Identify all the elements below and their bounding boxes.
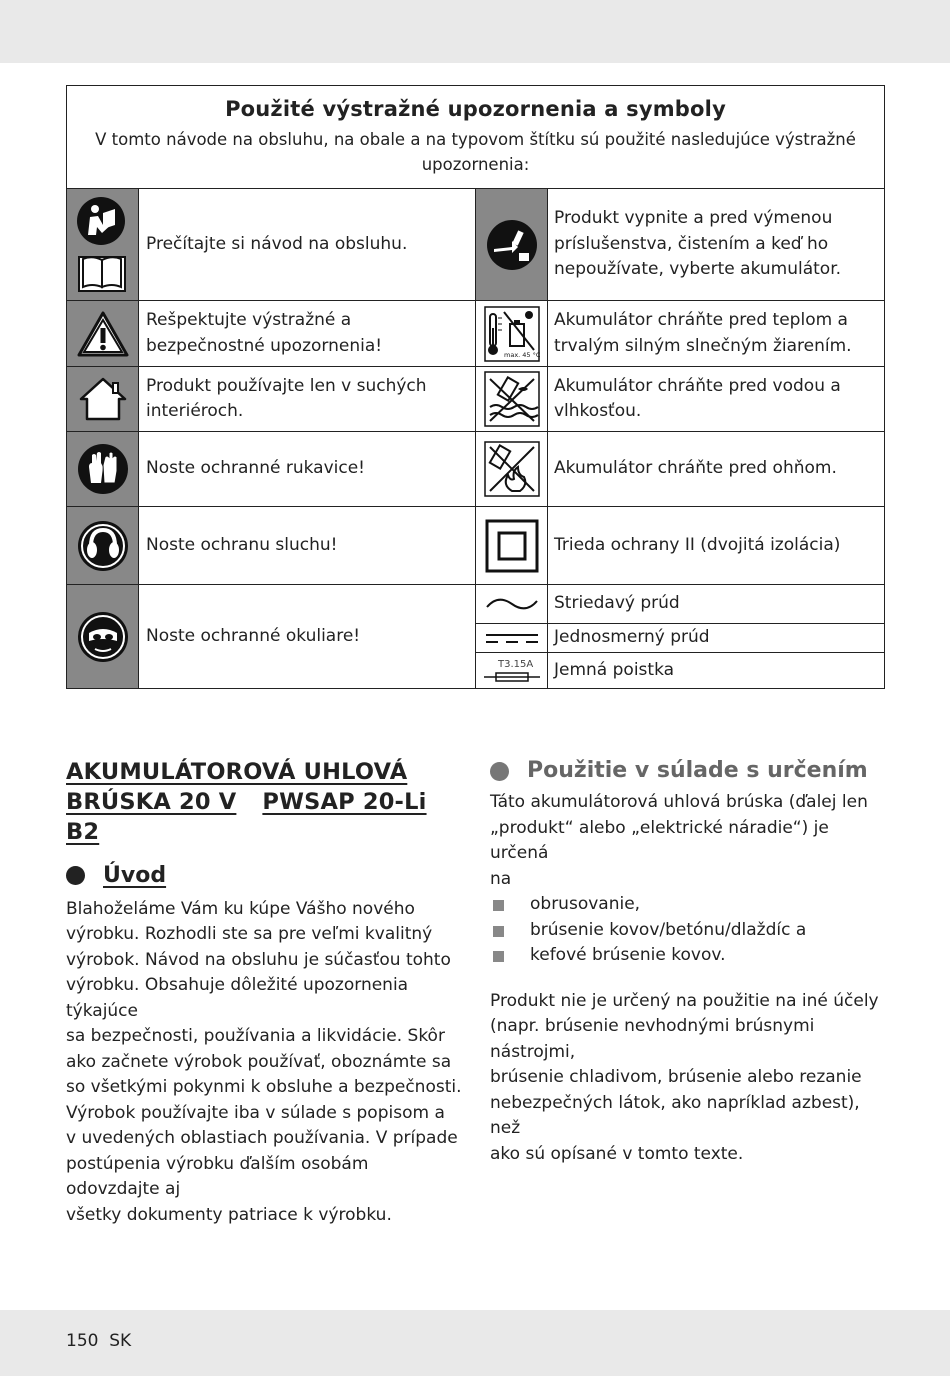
text-line: všetky dokumenty patriace k výrobku.: [66, 1204, 392, 1225]
heat-protect-icon: [476, 301, 548, 367]
bottom-band: [0, 1310, 950, 1376]
language-code: SK: [109, 1331, 132, 1351]
text-line: Produkt nie je určený na použitie na iné účely: [490, 990, 879, 1011]
product-title-part1: BRÚSKA 20 V: [66, 789, 237, 815]
text-line: (napr. brúsenie nevhodnými brúsnymi nástrojmi,: [490, 1016, 815, 1062]
unplug-battery-icon: [476, 189, 548, 301]
text-line: výrobok. Návod na obsluhu je súčasťou tohto: [66, 949, 451, 970]
intended-use-heading: [490, 757, 890, 785]
table-cell-text: Striedavý prúd: [548, 585, 885, 624]
fuse-icon-label: T3.15A: [497, 658, 533, 670]
text-line: ako začnete výrobok používať, oboznámte sa: [66, 1051, 452, 1072]
table-cell-text: Trieda ochrany II (dvojitá izolácia): [548, 507, 885, 585]
page-footer: [66, 1331, 131, 1351]
bullet-dot-icon: [66, 866, 85, 885]
intro-text: [66, 897, 466, 1229]
table-row: [67, 189, 885, 301]
text-line: postúpenia výrobku ďalším osobám odovzdajte aj: [66, 1153, 369, 1199]
warning-triangle-icon: [67, 301, 139, 367]
text-line: nebezpečných látok, ako napríklad azbest), než: [490, 1092, 860, 1138]
water-protect-icon: [476, 367, 548, 432]
text-line: výrobku. Rozhodli ste sa pre veľmi kvalitný: [66, 924, 433, 944]
table-row: [67, 301, 885, 367]
intended-use-para2: [490, 989, 890, 1168]
intro-heading-text: Úvod: [103, 863, 167, 888]
gloves-icon: [67, 432, 139, 507]
table-cell-text: Jemná poistka: [548, 653, 885, 689]
text-line: ako sú opísané v tomto texte.: [490, 1143, 744, 1164]
table-row: [67, 585, 885, 624]
list-item: kefové brúsenie kovov.: [490, 943, 890, 969]
table-cell-text: Prečítajte si návod na obsluhu.: [139, 189, 476, 301]
top-band: [0, 0, 950, 63]
double-insulation-icon: [476, 507, 548, 585]
text-line: výrobku. Obsahuje dôležité upozornenia týkajúce: [66, 975, 409, 1021]
fuse-icon: [476, 653, 548, 689]
text-line: so všetkými pokynmi k obsluhe a bezpečnosti.: [66, 1077, 462, 1097]
table-cell-text: Noste ochranné okuliare!: [139, 585, 476, 689]
heat-icon-label: max. 45 °C: [503, 350, 540, 359]
right-column: [490, 757, 890, 1167]
table-subtitle: V tomto návode na obsluhu, na obale a na typovom štítku sú použité nasledujúce výstražné upozornenia:: [95, 130, 856, 174]
table-cell-text: Noste ochranu sluchu!: [139, 507, 476, 585]
product-title: [66, 757, 466, 847]
house-icon: [67, 367, 139, 432]
page-number: 150: [66, 1331, 99, 1351]
intended-use-para1: [490, 790, 890, 892]
use-list: [490, 892, 890, 969]
goggles-icon: [67, 585, 139, 689]
text-line: sa bezpečnosti, používania a likvidácie. Skôr: [66, 1026, 445, 1046]
text-line: Výrobok používajte iba v súlade s popisom a: [66, 1102, 445, 1123]
alternating-current-icon: [476, 585, 548, 624]
product-title-model: PWSAP 20-Li: [262, 789, 427, 815]
table-title: Použité výstražné upozornenia a symboly: [225, 97, 726, 121]
bullet-dot-icon: [490, 762, 509, 781]
intended-use-heading-text: Použitie v súlade s určením: [527, 758, 868, 784]
intro-heading: [66, 863, 466, 889]
table-cell-text: Produkt vypnite a pred výmenou príslušenstva, čistením a keď ho nepoužívate, vyberte akumulátor.: [548, 189, 885, 301]
table-cell-text: Noste ochranné rukavice!: [139, 432, 476, 507]
list-item: brúsenie kovov/betónu/dlaždíc a: [490, 918, 890, 944]
text-line: Blahoželáme Vám ku kúpe Vášho nového: [66, 898, 415, 919]
table-cell-text: Akumulátor chráňte pred vodou a vlhkosťou.: [548, 367, 885, 432]
read-manual-icon: [67, 189, 139, 301]
table-cell-text: Akumulátor chráňte pred teplom a trvalým silným slnečným žiarením.: [548, 301, 885, 367]
table-header: [67, 86, 885, 189]
text-line: v uvedených oblastiach používania. V prípade: [66, 1128, 458, 1148]
text-line: Táto akumulátorová uhlová brúska (ďalej len: [490, 792, 868, 812]
table-row: [67, 432, 885, 507]
table-cell-text: Rešpektujte výstražné a bezpečnostné upozornenia!: [139, 301, 476, 367]
product-title-variant: B2: [66, 819, 100, 845]
table-cell-text: Jednosmerný prúd: [548, 624, 885, 653]
text-line: na: [490, 868, 512, 889]
direct-current-icon: [476, 624, 548, 653]
symbols-table: [66, 85, 885, 689]
table-cell-text: Produkt používajte len v suchých interiéroch.: [139, 367, 476, 432]
left-column: [66, 757, 466, 1228]
table-row: [67, 367, 885, 432]
text-line: brúsenie chladivom, brúsenie alebo rezanie: [490, 1067, 862, 1087]
list-item: obrusovanie,: [490, 892, 890, 918]
table-cell-text: Akumulátor chráňte pred ohňom.: [548, 432, 885, 507]
fire-protect-icon: [476, 432, 548, 507]
text-line: „produkt“ alebo „elektrické náradie“) je určená: [490, 817, 829, 863]
table-row: [67, 507, 885, 585]
ear-protection-icon: [67, 507, 139, 585]
product-title-line1: AKUMULÁTOROVÁ UHLOVÁ: [66, 759, 408, 785]
